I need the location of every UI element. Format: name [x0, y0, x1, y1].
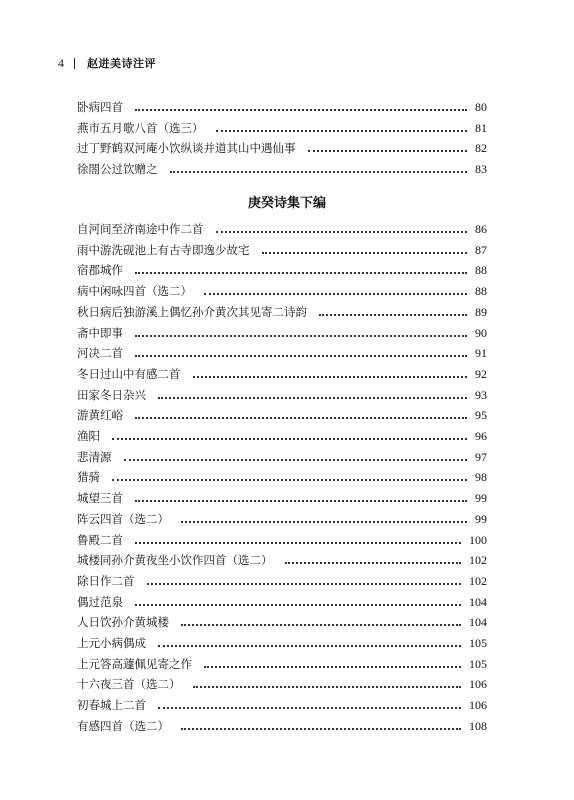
toc-entry-page: 89: [475, 304, 487, 319]
toc-entry-title: 人日饮孙介黄城楼: [77, 615, 169, 630]
toc-entry-page: 88: [475, 263, 487, 278]
toc-entry-page: 99: [475, 511, 487, 526]
dot-leader: [204, 293, 467, 295]
toc-entry: [77, 219, 487, 237]
dot-leader: [135, 417, 467, 419]
dot-leader: [181, 624, 461, 626]
toc-entry: [77, 612, 487, 630]
toc-entry: [77, 633, 487, 651]
toc-entry-title: 城楼同孙介黄夜坐小饮作四首（选二）: [77, 553, 273, 568]
dot-leader: [193, 686, 462, 688]
toc-entry-page: 104: [469, 594, 487, 609]
toc-entry-title: 冬日过山中有感二首: [77, 366, 181, 381]
toc-entry-title: 卧病四首: [77, 100, 123, 114]
toc-entry: [77, 467, 487, 485]
dot-leader: [181, 728, 461, 730]
toc-entry-page: 104: [469, 615, 487, 630]
toc-entry-page: 93: [475, 387, 487, 402]
dot-leader: [135, 500, 467, 502]
toc-entry: [77, 530, 487, 548]
toc-entry-page: 80: [475, 100, 487, 114]
dot-leader: [319, 314, 467, 316]
toc-entry-title: 徐閤公过饮赠之: [77, 162, 158, 177]
dot-leader: [158, 645, 461, 647]
toc-entry-title: 初春城上二首: [77, 698, 146, 713]
toc-entry-title: 上元答高蘧佩见寄之作: [77, 656, 192, 671]
toc-entry-page: 90: [475, 325, 487, 340]
toc-entry: [77, 550, 487, 568]
toc-entry: [77, 405, 487, 423]
toc-entry: [77, 654, 487, 672]
toc-entry-page: 102: [469, 573, 487, 588]
toc-entry-title: 阵云四首（选二）: [77, 511, 169, 526]
dot-leader: [204, 666, 461, 668]
toc-entry: [77, 426, 487, 444]
toc-entry-title: 上元小病偶成: [77, 636, 146, 650]
dot-leader: [216, 130, 468, 132]
dot-leader: [193, 376, 468, 378]
toc-entry-page: 105: [469, 656, 487, 671]
dot-leader: [135, 542, 461, 544]
toc-entry-title: 田家冬日杂兴: [77, 387, 146, 402]
header-divider: [74, 58, 75, 69]
dot-leader: [216, 231, 468, 233]
dot-leader: [262, 252, 468, 254]
toc-entry-title: 过丁野鹤双河庵小饮纵谈并道其山中遇仙事: [77, 141, 296, 156]
toc-entry: [77, 385, 487, 403]
dot-leader: [147, 583, 462, 585]
toc-entry-page: 99: [475, 491, 487, 506]
dot-leader: [135, 335, 467, 337]
dot-leader: [135, 604, 461, 606]
toc-entry-page: 100: [469, 532, 487, 547]
toc-entry: [77, 118, 487, 136]
toc-entry: [77, 695, 487, 713]
toc-entry: [77, 488, 487, 506]
toc-entry-page: 81: [475, 120, 487, 135]
running-header: [58, 56, 156, 70]
toc-entry-title: 有感四首（选二）: [77, 718, 169, 733]
dot-leader: [181, 521, 467, 523]
toc-entry-page: 92: [475, 366, 487, 381]
toc-entry-title: 雨中游洗砚池上有古寺即逸少故宅: [77, 242, 250, 257]
dot-leader: [285, 562, 462, 564]
dot-leader: [158, 707, 461, 709]
toc-entry-title: 城望三首: [77, 491, 123, 506]
toc-entry-page: 97: [475, 449, 487, 464]
dot-leader: [112, 479, 467, 481]
toc-entry-page: 106: [469, 698, 487, 713]
toc-entry: [77, 97, 487, 115]
toc-entry-page: 87: [475, 242, 487, 257]
toc-entry-title: 悲清源: [77, 449, 112, 464]
toc-entry-title: 河决二首: [77, 346, 123, 361]
toc-entry: [77, 323, 487, 341]
toc-entry: [77, 159, 487, 177]
toc-entry-page: 108: [469, 718, 487, 733]
toc-entry: [77, 343, 487, 361]
dot-leader: [135, 355, 467, 357]
toc-entry-page: 102: [469, 553, 487, 568]
toc-entry-title: 猎骑: [77, 470, 100, 485]
toc-entry: [77, 138, 487, 156]
toc-entry-page: 83: [475, 162, 487, 177]
toc-entry-page: 105: [469, 636, 487, 650]
toc-entry: [77, 281, 487, 299]
book-title: 赵进美诗注评: [87, 57, 156, 70]
toc-entry-title: 鲁殿二首: [77, 532, 123, 547]
toc-entry-page: 86: [475, 222, 487, 236]
toc-entry: [77, 592, 487, 610]
toc-entry: [77, 260, 487, 278]
toc-entry-title: 燕市五月歌八首（选三）: [77, 120, 204, 135]
toc-entry-page: 91: [475, 346, 487, 361]
toc-entry-page: 82: [475, 141, 487, 156]
toc-entry: [77, 447, 487, 465]
toc-entry-page: 106: [469, 677, 487, 692]
toc-entry: [77, 302, 487, 320]
toc-entry-title: 十六夜三首（选二）: [77, 677, 181, 692]
toc-entry-page: 95: [475, 408, 487, 423]
toc-entry: [77, 674, 487, 692]
toc-entry: [77, 716, 487, 734]
toc-entry: [77, 571, 487, 589]
dot-leader: [135, 109, 467, 111]
toc-entry-title: 病中闲咏四首（选二）: [77, 284, 192, 299]
toc-entry-page: 88: [475, 284, 487, 299]
dot-leader: [170, 171, 468, 173]
page-number: 4: [58, 55, 64, 70]
toc-entry: [77, 364, 487, 382]
toc-entry-title: 渔阳: [77, 429, 100, 443]
toc-entry-page: 98: [475, 470, 487, 485]
toc-entry-title: 斋中即事: [77, 325, 123, 340]
toc-entry-page: 96: [475, 429, 487, 443]
toc-entry-title: 除日作二首: [77, 573, 135, 588]
toc-entry-title: 秋日病后独游溪上偶忆孙介黄次其见寄二诗韵: [77, 304, 307, 319]
dot-leader: [308, 150, 468, 152]
toc-entry: [77, 509, 487, 527]
dot-leader: [135, 272, 467, 274]
toc-entry-title: 偶过范泉: [77, 594, 123, 609]
toc-entry: [77, 240, 487, 258]
dot-leader: [158, 397, 467, 399]
section-heading: 庚癸诗集下编: [247, 196, 326, 211]
dot-leader: [112, 438, 467, 440]
toc-entry-title: 宿郡城作: [77, 263, 123, 278]
dot-leader: [124, 459, 468, 461]
toc-entry-title: 游黄红峪: [77, 408, 123, 423]
toc-entry-title: 自河间至济南途中作二首: [77, 222, 204, 236]
